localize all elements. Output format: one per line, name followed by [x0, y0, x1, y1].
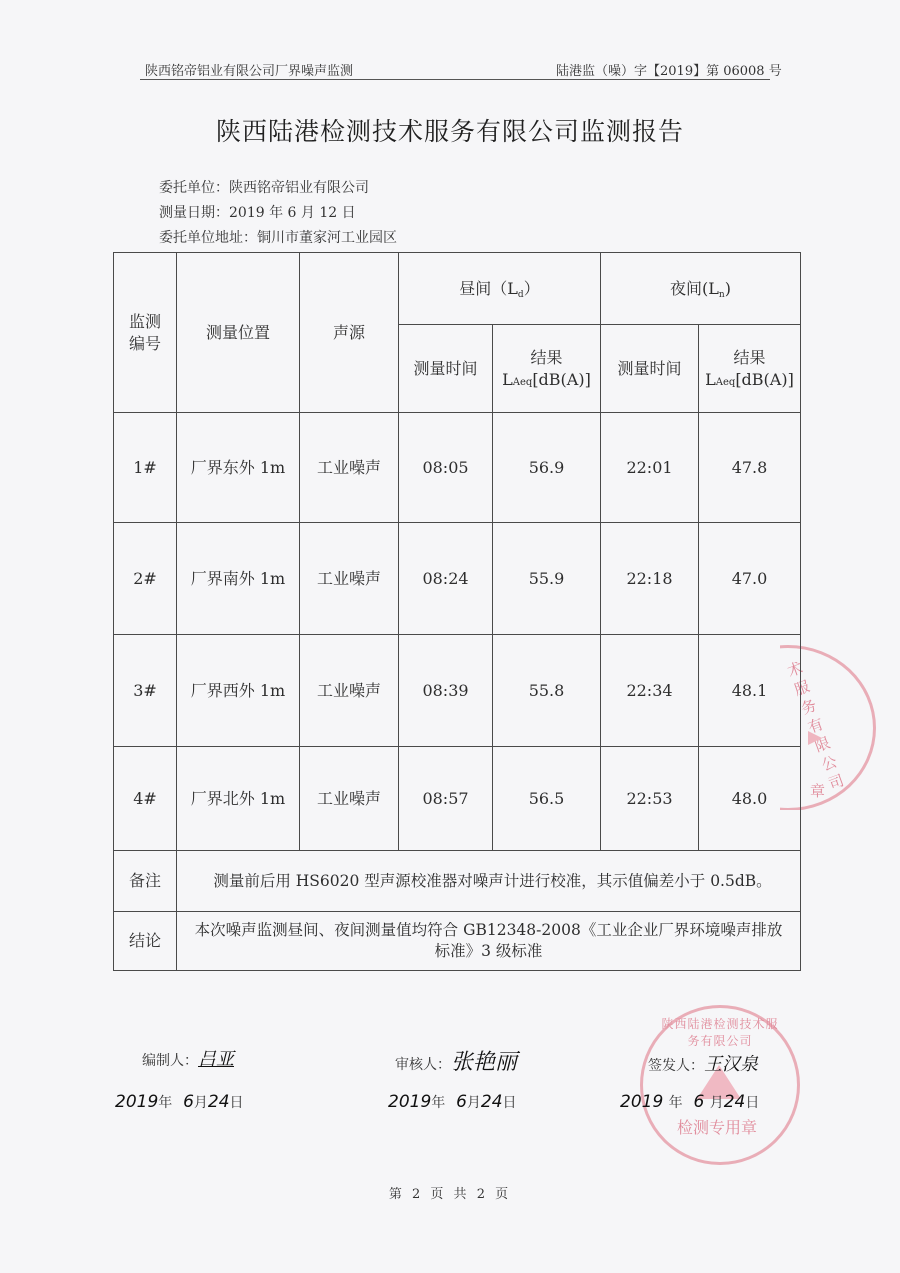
- header-report-number: 陆港监（噪）字【2019】第 06008 号: [556, 64, 782, 79]
- table-row: [114, 413, 801, 523]
- cell-night-value: 47.8: [699, 413, 801, 523]
- cell-day-value: 56.9: [493, 413, 601, 523]
- meta-client-label: 委托单位：: [159, 180, 229, 196]
- meta-date-label: 测量日期：: [159, 205, 229, 221]
- cell-id: 1#: [114, 413, 177, 523]
- cell-location: 厂界西外 1m: [177, 635, 300, 747]
- compiler-label: 编制人：: [142, 1053, 198, 1069]
- cell-source: 工业噪声: [300, 747, 399, 851]
- meta-date: [159, 202, 356, 222]
- page-number: 第 2 页 共 2 页: [388, 1187, 512, 1202]
- meta-client: [159, 177, 369, 197]
- table-row: [114, 635, 801, 747]
- compiler-signature: [142, 1045, 234, 1071]
- header-location: 测量位置: [177, 253, 300, 413]
- header-daytime: 昼间（Ld）: [399, 253, 601, 325]
- reviewer-name: 张艳丽: [451, 1050, 518, 1075]
- cell-location: 厂界东外 1m: [177, 413, 300, 523]
- header-report-subject: 陕西铭帝铝业有限公司厂界噪声监测: [145, 64, 354, 79]
- cell-location: 厂界北外 1m: [177, 747, 300, 851]
- issuer-name: 王汉泉: [704, 1054, 758, 1075]
- conclusion-label: 结论: [114, 912, 177, 971]
- conclusion-text: 本次噪声监测昼间、夜间测量值均符合 GB12348-2008《工业企业厂界环境噪声排放标准》3 级标准: [177, 912, 801, 971]
- official-stamp-purpose: 检测专用章: [676, 1118, 757, 1137]
- reviewer-date: 2019年 6月24日: [388, 1092, 517, 1112]
- noise-monitoring-table: [113, 252, 801, 971]
- cell-night-value: 47.0: [699, 523, 801, 635]
- official-stamp: [640, 1005, 800, 1165]
- header-source: 声源: [300, 253, 399, 413]
- remarks-text: 测量前后用 HS6020 型声源校准器对噪声计进行校准，其示值偏差小于 0.5dB。: [177, 851, 801, 912]
- meta-address: [159, 227, 397, 247]
- star-icon: [808, 731, 822, 745]
- page-title: 陕西陆港检测技术服务有限公司监测报告: [215, 117, 684, 146]
- compiler-name: 吕亚: [198, 1049, 234, 1070]
- cell-source: 工业噪声: [300, 523, 399, 635]
- issuer-date: 2019 年 6 月24日: [620, 1092, 760, 1112]
- conclusion-row: [114, 912, 801, 971]
- cell-day-time: 08:39: [399, 635, 493, 747]
- cell-day-time: 08:57: [399, 747, 493, 851]
- cell-source: 工业噪声: [300, 635, 399, 747]
- cell-id: 3#: [114, 635, 177, 747]
- table-row: [114, 747, 801, 851]
- cell-night-value: 48.1: [699, 635, 801, 747]
- header-night-time: 测量时间: [601, 325, 699, 413]
- cell-night-time: 22:34: [601, 635, 699, 747]
- official-stamp-company: 陕西陆港检测技术服务有限公司: [661, 1017, 779, 1048]
- cell-day-value: 55.9: [493, 523, 601, 635]
- cell-night-time: 22:01: [601, 413, 699, 523]
- cell-day-value: 55.8: [493, 635, 601, 747]
- meta-client-value: 陕西铭帝铝业有限公司: [229, 180, 369, 196]
- reviewer-label: 审核人：: [395, 1057, 451, 1073]
- cell-night-value: 48.0: [699, 747, 801, 851]
- header-row-1: [114, 253, 801, 325]
- cell-id: 4#: [114, 747, 177, 851]
- cell-day-value: 56.5: [493, 747, 601, 851]
- cell-day-time: 08:05: [399, 413, 493, 523]
- side-stamp-bottom: 章: [810, 782, 826, 800]
- remarks-label: 备注: [114, 851, 177, 912]
- cell-source: 工业噪声: [300, 413, 399, 523]
- reviewer-signature: [395, 1045, 517, 1076]
- cell-night-time: 22:18: [601, 523, 699, 635]
- remarks-row: [114, 851, 801, 912]
- header-nighttime: 夜间(Ln): [601, 253, 801, 325]
- issuer-signature: [648, 1050, 758, 1076]
- cell-night-time: 22:53: [601, 747, 699, 851]
- header-day-time: 测量时间: [399, 325, 493, 413]
- cell-location: 厂界南外 1m: [177, 523, 300, 635]
- meta-address-label: 委托单位地址：: [159, 230, 257, 246]
- header-divider: [140, 79, 770, 80]
- meta-date-value: 2019 年 6 月 12 日: [229, 205, 356, 221]
- issuer-label: 签发人：: [648, 1058, 704, 1074]
- meta-address-value: 铜川市董家河工业园区: [257, 230, 397, 246]
- cell-day-time: 08:24: [399, 523, 493, 635]
- table-row: [114, 523, 801, 635]
- header-id: 监测编号: [114, 253, 177, 413]
- cell-id: 2#: [114, 523, 177, 635]
- header-night-result: 结果 LAeq[dB(A)]: [699, 325, 801, 413]
- side-stamp-text: 术服务有限公司: [785, 658, 847, 794]
- header-day-result: 结果 LAeq[dB(A)]: [493, 325, 601, 413]
- compiler-date: 2019年 6月24日: [115, 1092, 244, 1112]
